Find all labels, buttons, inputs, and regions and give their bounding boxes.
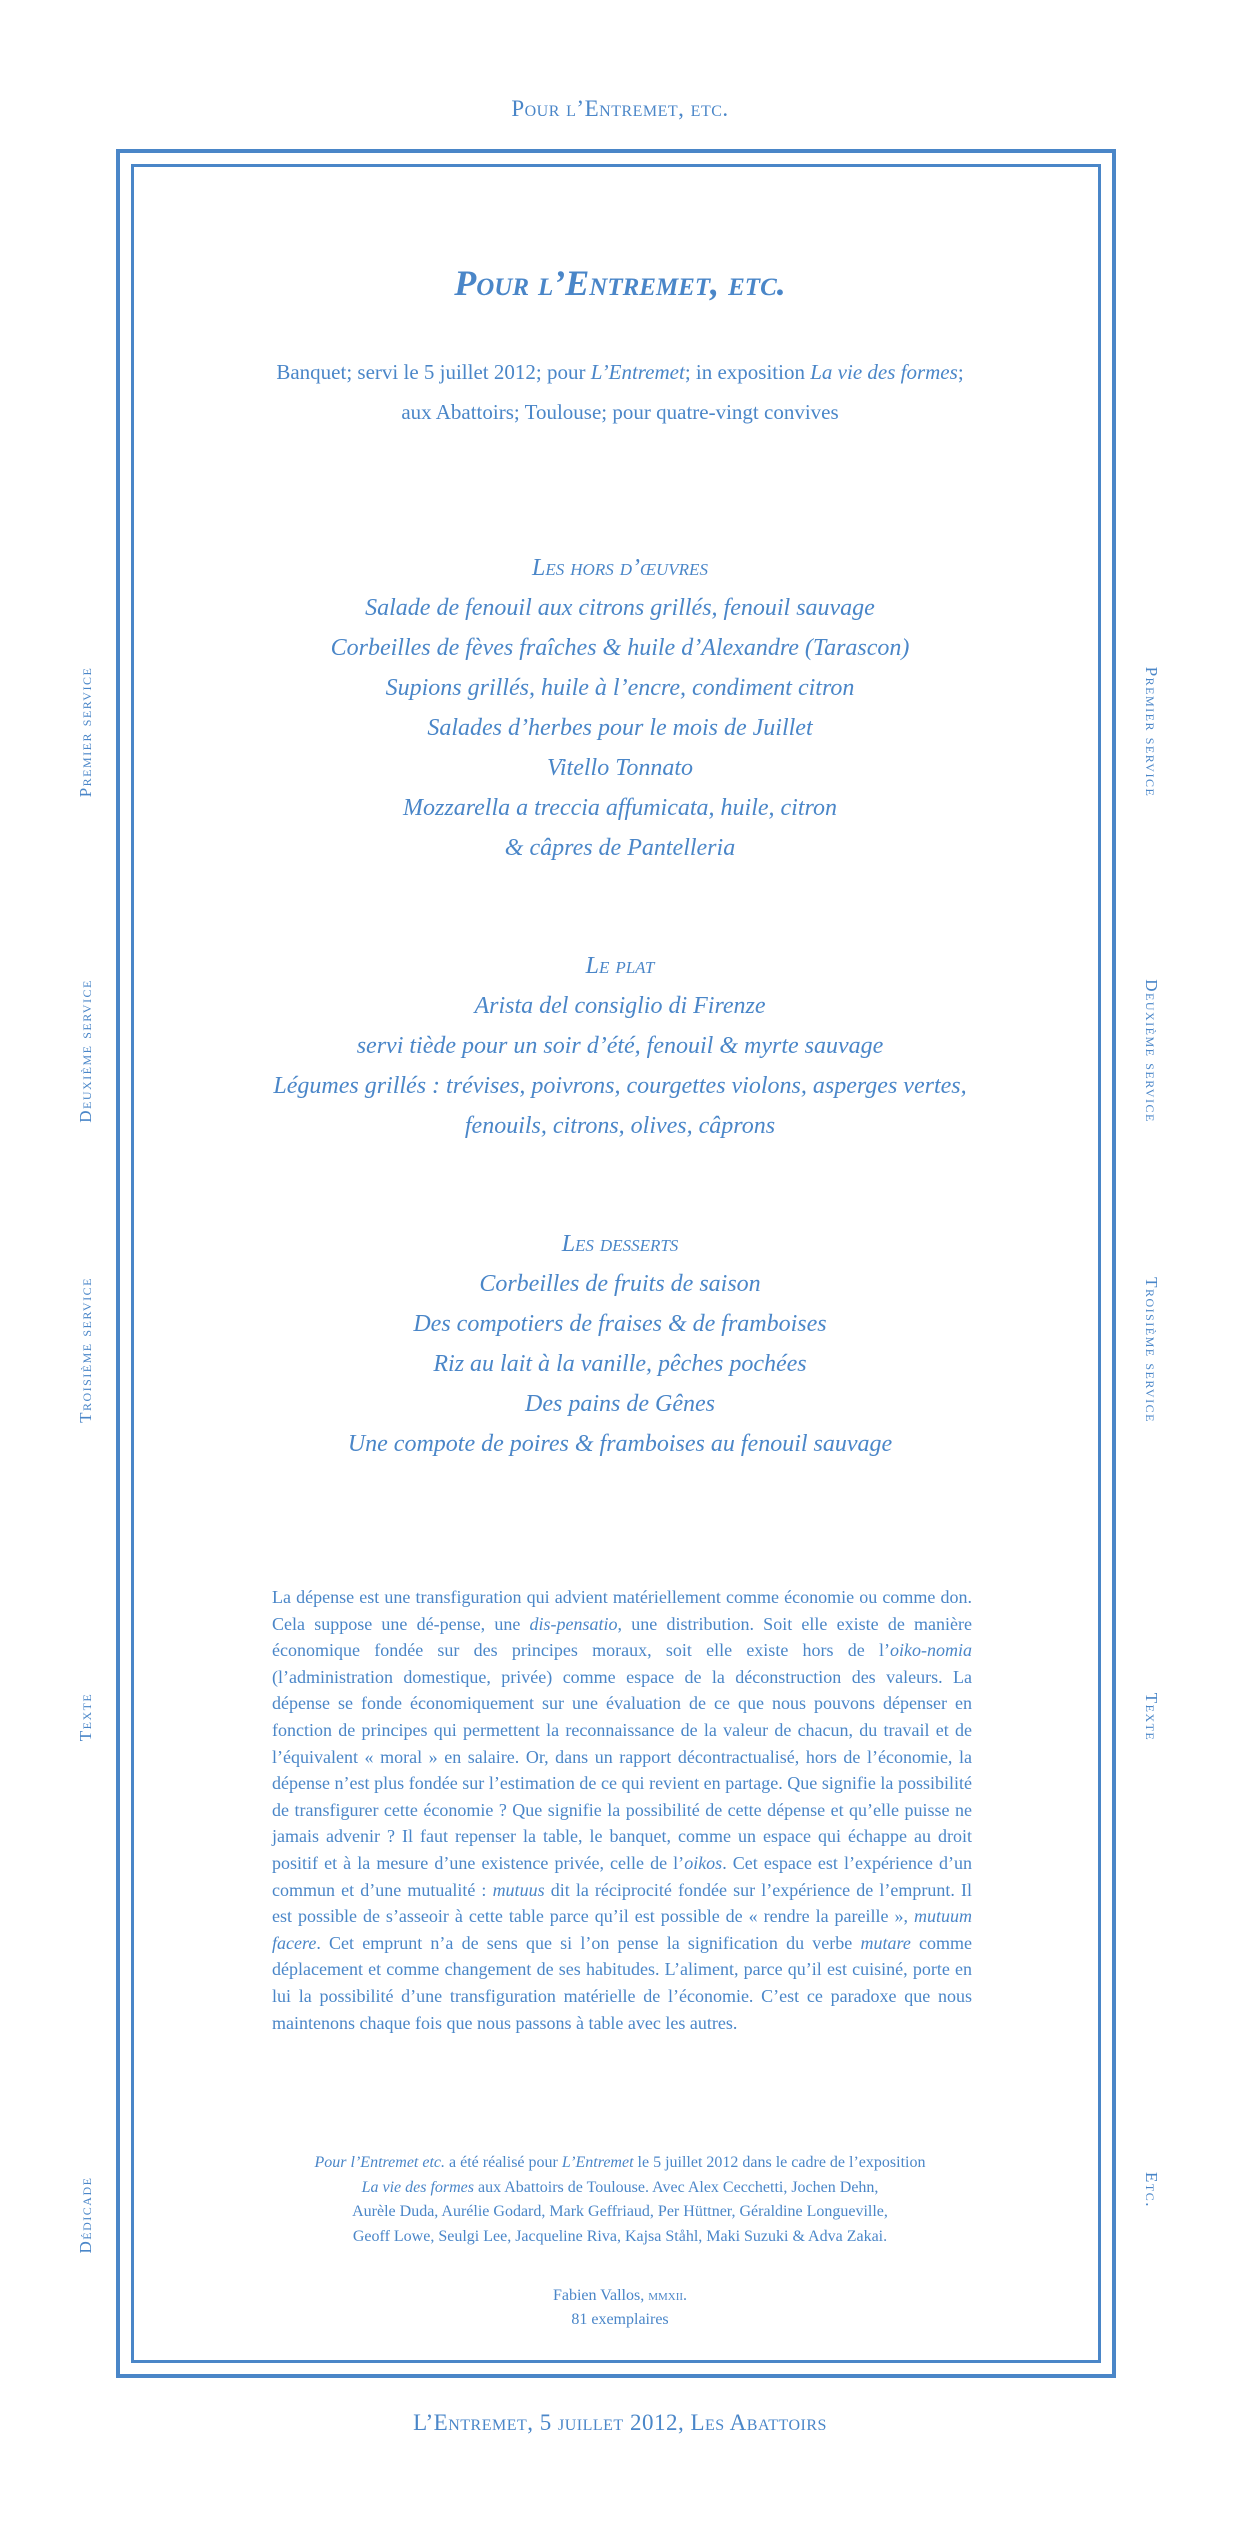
menu-item: Corbeilles de fèves fraîches & huile d’Alexandre (Tarascon) <box>330 635 910 661</box>
side-label-left-troisieme: Troisième service <box>76 1277 95 1423</box>
signature <box>200 2284 1040 2332</box>
menu-item: Salades d’herbes pour le mois de Juillet <box>427 715 813 741</box>
section-heading: Les desserts <box>561 1231 679 1257</box>
side-label-right-deuxieme: Deuxième service <box>1142 979 1161 1123</box>
intro-line-1: Banquet; servi le 5 juillet 2012; pour L’Entremet; in exposition La vie des formes; <box>276 360 964 384</box>
edition-count: 81 exemplaires <box>571 2311 669 2328</box>
credits-line: Aurèle Duda, Aurélie Godard, Mark Geffriaud, Per Hüttner, Géraldine Longueville, <box>352 2203 888 2221</box>
menu-item: Vitello Tonnato <box>546 755 693 781</box>
menu-section-hors-doeuvres <box>200 548 1040 868</box>
menu-item: Corbeilles de fruits de saison <box>479 1271 761 1297</box>
section-heading: Les hors d’œuvres <box>532 555 708 581</box>
page-title: Pour l’Entremet, etc. <box>454 263 786 303</box>
menu-item: Légumes grillés : trévises, poivrons, courgettes violons, asperges vertes, <box>273 1073 967 1099</box>
side-label-left-deuxieme: Deuxième service <box>76 979 95 1123</box>
menu-section-desserts <box>200 1224 1040 1464</box>
credits-line: La vie des formes aux Abattoirs de Toulouse. Avec Alex Cecchetti, Jochen Dehn, <box>361 2178 879 2196</box>
menu-item: Mozzarella a treccia affumicata, huile, citron <box>403 795 837 821</box>
side-label-right-premier: Premier service <box>1142 666 1161 798</box>
menu-item: Arista del consiglio di Firenze <box>474 993 766 1019</box>
side-label-left-dedicade: Dédicade <box>76 2176 95 2254</box>
menu-item: & câpres de Pantelleria <box>504 835 736 861</box>
side-label-left-texte: Texte <box>76 1692 95 1742</box>
essay-paragraph: La dépense est une transfiguration qui advient matériellement comme économie ou comme don. Cela suppose une dé-pense, une dis-pensatio, une distribution. Soit elle existe de manière économique fondée sur des principes moraux, soit elle existe hors de l’oiko-nomia (l’administration domestique, privée) comme espace de la déconstruction des valeurs. La dépense se fonde économiquement sur une évaluation de ce que nous pouvons dépenser en fonction de principes qui permettent la reconnaissance de la valeur de chacun, du travail et de l’équivalent « moral » en salaire. Or, dans un rapport décontractualisé, hors de l’économie, la dépense n’est plus fondée sur l’estimation de ce qui revient en partage. Que signifie la possibilité de transfigurer cette économie ? Que signifie la possibilité de cette dépense et qu’elle puisse ne jamais advenir ? Il faut repenser la table, le banquet, comme un espace qui échappe au droit positif et à la mesure d’une existence privée, celle de l’oikos. Cet espace est l’expérience d’un commun et d’une mutualité : mutuus dit la réciprocité fondée sur l’expérience de l’emprunt. Il est possible de s’asseoir à cette table parce qu’il est possible de « rendre la pareille », mutuum facere. Cet emprunt n’a de sens que si l’on pense la signification du verbe mutare comme déplacement et comme changement de ses habitudes. L’aliment, parce qu’il est cuisiné, porte en lui la possibilité d’une transfiguration matérielle de l’économie. C’est ce paradoxe que nous maintenons chaque fois que nous passons à table avec les autres. <box>272 1587 973 2033</box>
menu-item: Des compotiers de fraises & de framboises <box>413 1311 827 1337</box>
credits <box>200 2151 1040 2249</box>
intro-line-2: aux Abattoirs; Toulouse; pour quatre-vingt convives <box>401 400 839 424</box>
menu-item: servi tiède pour un soir d’été, fenouil & myrte sauvage <box>356 1033 884 1059</box>
menu-section-plat <box>200 946 1040 1146</box>
menu-item: Riz au lait à la vanille, pêches pochées <box>433 1351 807 1377</box>
menu-item: Des pains de Gênes <box>525 1391 715 1417</box>
side-label-right-texte: Texte <box>1142 1692 1161 1742</box>
side-label-right-etc: Etc. <box>1142 2172 1161 2208</box>
menu-item: Supions grillés, huile à l’encre, condiment citron <box>385 675 855 701</box>
page-header: Pour l’Entremet, etc. <box>511 96 729 121</box>
intro-text <box>200 352 1040 432</box>
credits-line: Geoff Lowe, Seulgi Lee, Jacqueline Riva, Kajsa Ståhl, Maki Suzuki & Adva Zakai. <box>352 2227 888 2245</box>
signature-author: Fabien Vallos, mmxii. <box>552 2287 688 2304</box>
menu-item: fenouils, citrons, olives, câprons <box>464 1113 776 1139</box>
menu-item: Une compote de poires & framboises au fenouil sauvage <box>347 1431 893 1457</box>
side-label-right-troisieme: Troisième service <box>1142 1277 1161 1423</box>
menu-item: Salade de fenouil aux citrons grillés, fenouil sauvage <box>365 595 875 621</box>
side-label-left-premier: Premier service <box>76 666 95 798</box>
page-footer: L’Entremet, 5 juillet 2012, Les Abattoirs <box>413 2410 827 2435</box>
section-heading: Le plat <box>585 953 655 979</box>
credits-line: Pour l’Entremet etc. a été réalisé pour L’Entremet le 5 juillet 2012 dans le cadre de l’exposition <box>314 2154 926 2171</box>
